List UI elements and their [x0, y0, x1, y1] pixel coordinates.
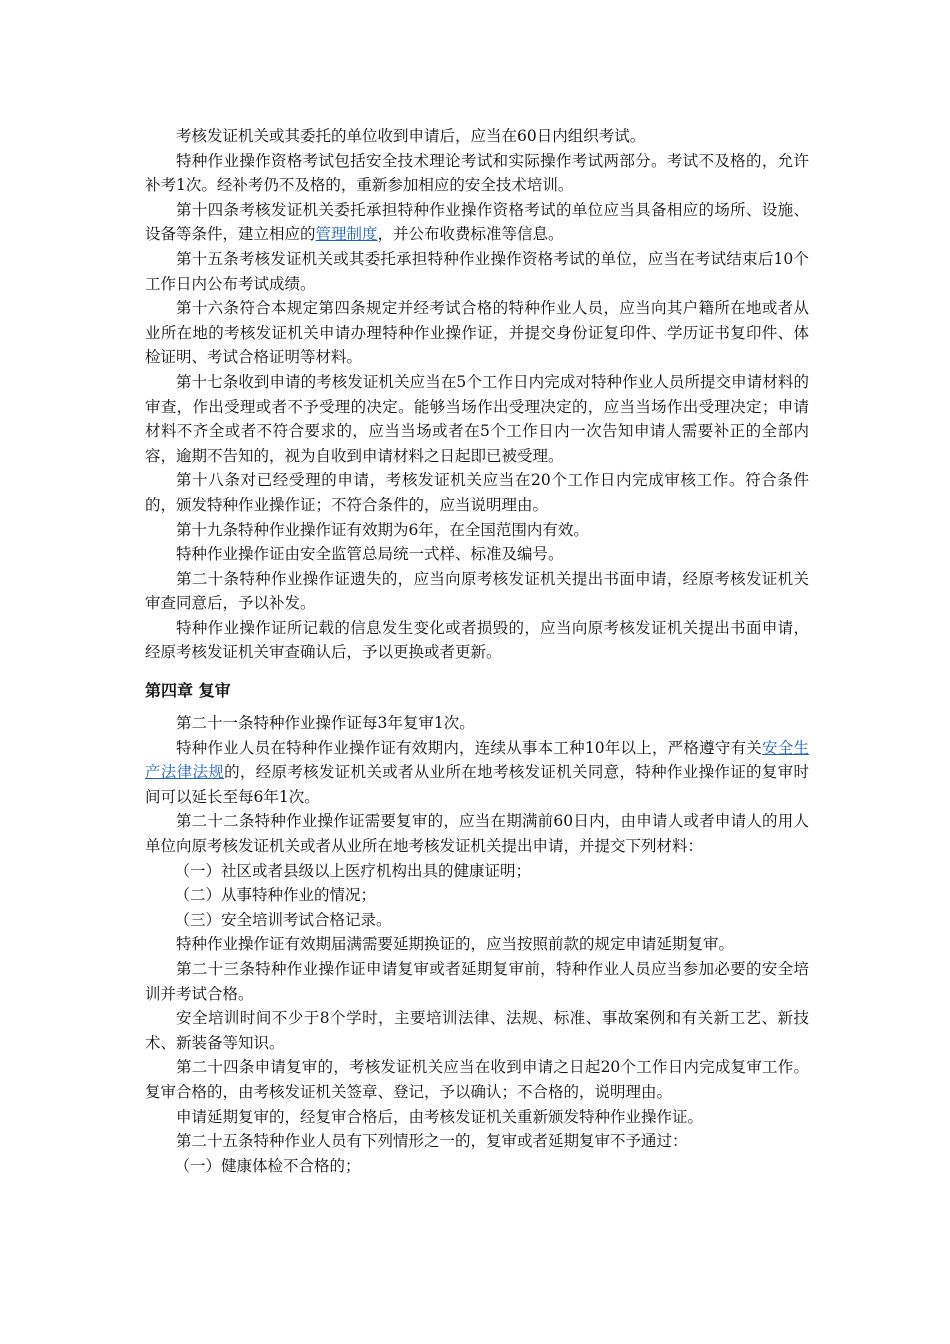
paragraph-article-24: 第二十四条申请复审的，考核发证机关应当在收到申请之日起20个工作日内完成复审工作。复审合格的，由考核发证机关签章、登记，予以确认；不合格的，说明理由。: [145, 1058, 809, 1101]
article-14-text-before: 第十四条考核发证机关委托承担特种作业操作资格考试的单位应当具备相应的场所、设施、设备等条件，建立相应的: [145, 200, 809, 244]
paragraph-article-18: 第十八条对已经受理的申请，考核发证机关应当在20个工作日内完成审核工作。符合条件的，颁发特种作业操作证；不符合条件的，应当说明理由。: [145, 471, 809, 514]
article-14-text-after: ，并公布收费标准等信息。: [377, 225, 564, 244]
paragraph-article-20: 第二十条特种作业操作证遗失的，应当向原考核发证机关提出书面申请，经原考核发证机关审查同意后，予以补发。: [145, 569, 809, 613]
paragraph-article-25: 第二十五条特种作业人员有下列情形之一的，复审或者延期复审不予通过：: [176, 1132, 688, 1151]
paragraph-training-hours: 安全培训时间不少于8个学时，主要培训法律、法规、标准、事故案例和有关新工艺、新技术、新装备等知识。: [145, 1009, 809, 1052]
paragraph-certificate-format: 特种作业操作证由安全监管总局统一式样、标准及编号。: [176, 545, 564, 564]
article-21-text-after: 的，经原考核发证机关或者从业所在地考核发证机关同意，特种作业操作证的复审时间可以延长至每6年1次。: [145, 763, 809, 806]
list-item: （三）安全培训考试合格记录。: [174, 910, 392, 929]
document-body: [145, 124, 809, 1178]
list-item: （一）社区或者县级以上医疗机构出具的健康证明；: [174, 861, 531, 880]
paragraph-article-16: 第十六条符合本规定第四条规定并经考试合格的特种作业人员，应当向其户籍所在地或者从业所在地的考核发证机关申请办理特种作业操作证，并提交身份证复印件、学历证书复印件、体检证明、考试合格证明等材料。: [145, 299, 809, 367]
chapter-4-heading: 第四章 复审: [145, 681, 231, 701]
paragraph-article-17: 第十七条收到申请的考核发证机关应当在5个工作日内完成对特种作业人员所提交申请材料的审查，作出受理或者不予受理的决定。能够当场作出受理决定的，应当当场作出受理决定；申请材料不齐全或者不符合要求的，应当当场或者在5个工作日内一次告知申请人需要补正的全部内容，逾期不告知的，视为自收到申请材料之日起即已被受理。: [145, 372, 809, 465]
paragraph-certificate-update: 特种作业操作证所记载的信息发生变化或者损毁的，应当向原考核发证机关提出书面申请，经原考核发证机关审查确认后，予以更换或者更新。: [145, 618, 809, 662]
management-system-link[interactable]: 管理制度: [315, 225, 378, 244]
paragraph-exam-organize: 考核发证机关或其委托的单位收到申请后，应当在60日内组织考试。: [176, 127, 646, 145]
paragraph-article-14: [145, 198, 809, 247]
paragraph-article-19: 第十九条特种作业操作证有效期为6年，在全国范围内有效。: [176, 520, 589, 539]
paragraph-article-21-extension: [145, 736, 809, 810]
paragraph-extension-renewal: 特种作业操作证有效期届满需要延期换证的，应当按照前款的规定申请延期复审。: [176, 935, 735, 954]
paragraph-article-21: 第二十一条特种作业操作证每3年复审1次。: [176, 714, 475, 733]
safety-laws-link[interactable]: 安全生产法律法规: [145, 738, 809, 782]
paragraph-extension-reissue: 申请延期复审的，经复审合格后，由考核发证机关重新颁发特种作业操作证。: [176, 1107, 704, 1126]
paragraph-exam-content: 特种作业操作资格考试包括安全技术理论考试和实际操作考试两部分。考试不及格的，允许补考1次。经补考仍不及格的，重新参加相应的安全技术培训。: [145, 151, 809, 195]
paragraph-article-23: 第二十三条特种作业操作证申请复审或者延期复审前，特种作业人员应当参加必要的安全培训并考试合格。: [145, 960, 809, 1003]
article-21-text-before: 特种作业人员在特种作业操作证有效期内，连续从事本工种10年以上，严格遵守有关: [176, 738, 763, 757]
paragraph-article-15: 第十五条考核发证机关或其委托承担特种作业操作资格考试的单位，应当在考试结束后10个工作日内公布考试成绩。: [145, 249, 809, 293]
list-item: （二）从事特种作业的情况；: [174, 886, 376, 905]
list-item: （一）健康体检不合格的；: [174, 1156, 361, 1175]
paragraph-article-22: 第二十二条特种作业操作证需要复审的，应当在期满前60日内，由申请人或者申请人的用人单位向原考核发证机关或者从业所在地考核发证机关提出申请，并提交下列材料：: [145, 812, 809, 856]
